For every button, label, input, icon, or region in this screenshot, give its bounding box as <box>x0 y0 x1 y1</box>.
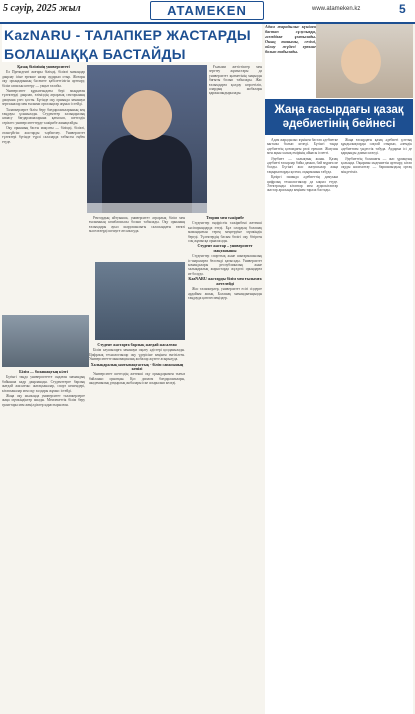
paragraph: Жаңа оқу жылында университет талапкерлерге жаңа мүмкіндіктер ашады. Мемлекеттік білім беру гранттары мен жеңілдіктер қарастырылған. <box>2 394 85 407</box>
right-article-column-2 <box>341 138 412 714</box>
page-number: 5 <box>399 2 406 16</box>
students-photo <box>95 262 185 340</box>
section-heading: Студент жастар – университет мақтанышы <box>197 243 253 253</box>
section-heading: KazNARU жастарды білім мен ғылымға жетелейді <box>188 276 262 286</box>
pull-quote: Адам жарадылыс күнінен бастап сұлулыққа, әсемдікке ұмтылады. Оның танымы, сезімі, ойлау жүйесі ерекше болып табылады. <box>265 24 316 54</box>
paragraph: Адам жарадылыс күнінен бастап әдебиетке ынталы болып келеді. Бүгінгі таңда әдебиеттің қоғамдағы рөлі ерекше. Жазушы мен ақын халық өмірінің айнасы іспетті. <box>267 138 338 156</box>
paragraph: Әдебиеттің болашағы — жас ұрпақтың қолында. Оқырман мәдениетін арттыру, кітап оқуды насихаттау — баршамыздың ортақ міндетіміз. <box>341 156 412 174</box>
author-portrait <box>316 24 413 98</box>
masthead <box>0 0 415 24</box>
paragraph: Білім алушыларға заманауи оқыту әдістері қолданылады. Цифрлық технологиялар оқу үдерісіне кеңінен енгізілген. Университетте инновациялық жобалар жүзеге асырылуда. <box>89 348 185 362</box>
section-heading: Теория мен тәжірибе <box>206 216 244 220</box>
article-column-1 <box>2 65 85 313</box>
rector-photo <box>87 65 207 213</box>
paragraph: Ел Президенті жоғары білімді, білікті мамандар даярлау ісіне ерекше назар аударып отыр. Жоғары оқу орындарының бәсекеге қабілеттілігін арттыру, білім сапасын көтеру — уақыт талабы. <box>2 70 85 88</box>
paragraph: Ректордың айтуынша, университет аграрлық білім мен ғылымның көшбасшысы болып табылады. Оқу орнының ғалымдары ауыл шаруашылығы саласындағы өзекті мәселелерді шешуге атсалысуда. <box>89 216 185 234</box>
section-heading: Студент жастарға барлық жағдай жасалған <box>97 343 177 347</box>
paragraph: Ғылыми жетістіктер мен зерттеу жұмыстары да университет қызметінің маңызды бағыты болып табылады. Жас ғалымдарға қолдау көрсетіліп, олардың жобалары қаржыландырылады. <box>209 65 262 96</box>
paragraph: Университет құрылғандағы бері мыңдаған түлектерді даярлап, еліміздің аграрлық секторының дамуына үлес қосты. Бүгінде оқу орнында заманауи зертханалар мен ғылыми орталықтар жұмыс істейді. <box>2 89 85 107</box>
paragraph: Талапкерлерге білім беру бағдарламаларының кең таңдауы ұсынылады. Студенттер халықаралық алмасу бағдарламаларына қатысып, шетелдік серіктес университеттерде тәжірибе жинақтайды. <box>2 107 85 125</box>
person-silhouette <box>102 135 192 213</box>
paragraph: Жас талапкерлер, университет есігі сіздерге әрдайым ашық. Болашақ мамандығыңызды таңдауда қателеспеңіздер. <box>188 287 262 300</box>
section-heading: Білім — болашақтың кілті <box>19 370 68 374</box>
article-column-3-top <box>209 65 262 213</box>
website[interactable]: www.atameken.kz <box>312 6 361 12</box>
article-column-2-top <box>89 216 185 260</box>
headline-line1: KazNARU - ТАЛАПКЕР ЖАСТАРДЫ <box>4 27 251 43</box>
photo-caption-strip <box>87 203 207 213</box>
paragraph: Студенттер өндірістік тәжірибені жетекші кәсіпорындарда өтеді. Бұл олардың болашақ мамандығын терең меңгеруіне мүмкіндік береді. Түлектердің басым бөлігі оқу бітірген соң жұмысқа орналасады. <box>188 221 262 244</box>
paragraph: Бүгінгі таңда университетте ондаған мамандық бойынша кадр даярланады. Студенттерге барлық жағдай жасалған: жатақханалар, спорт кешендері, кітапханалар мен оқу залдары жұмыс істейді. <box>2 375 85 393</box>
paragraph: Студенттер спорттық және шығармашылық іс-шараларға белсенді қатысады. Университет командалары республикалық және халықаралық жарыстарда жүлделі орындарға ие болуда. <box>188 254 262 276</box>
article-column-3 <box>188 216 262 714</box>
paragraph: Қазіргі заманда әдебиеттің дамуына цифрлық технологиялар да ықпал етуде. Электронды кітаптар мен аудиокітаптар жастар арасында кеңінен тарала бастады. <box>267 175 338 193</box>
paragraph: Университет шетелдің жетекші оқу орындарымен тығыз байланыс орнатқан. Қос диплом бағдарламалары, академиялық ұтқырлық жобалары іске асырылып келеді. <box>89 372 185 386</box>
main-headline <box>2 24 262 62</box>
article-column-2 <box>89 343 185 714</box>
article-column-1-bottom <box>2 370 85 714</box>
paragraph: Әдебиет — халықтың жаны. Қазақ әдебиеті ғасырлар бойы дамып, бай мұраға ие болды. Бүгінгі жас жазушылар жаңа тақырыптарды қозғап, оқырманын табуда. <box>267 156 338 174</box>
paragraph: Оқу орнының басты мақсаты — білімді, білікті, отансүйгіш жастарды тәрбиелеу. Университет түлектері бүгінде түрлі салаларда табысты еңбек етуде. <box>2 126 85 144</box>
section-heading: Халықаралық ынтымақтастық - білім сапасының кепілі <box>90 361 184 372</box>
paragraph: Жаңа ғасырдағы қазақ әдебиеті ұлттық құндылықтарды сақтай отырып, әлемдік әдебиетпен үндестік табуда. Аударма ісі де қарқынды дамып келеді. <box>341 138 412 156</box>
section-heading: Қазақ білімінің университеті <box>17 65 70 69</box>
campus-photo <box>2 315 89 367</box>
person-head <box>122 90 172 140</box>
newspaper-logo: ATAMEKEN <box>150 1 264 20</box>
right-article-title: Жаңа ғасырдағы қазақ әдебиетінің бейнесі <box>265 99 413 135</box>
issue-date: 5 сәуір, 2025 жыл <box>3 3 81 14</box>
portrait-face <box>341 39 381 84</box>
headline-line2: БОЛАШАҚҚА БАСТАЙДЫ <box>4 46 186 62</box>
right-article-column-1 <box>267 138 338 714</box>
